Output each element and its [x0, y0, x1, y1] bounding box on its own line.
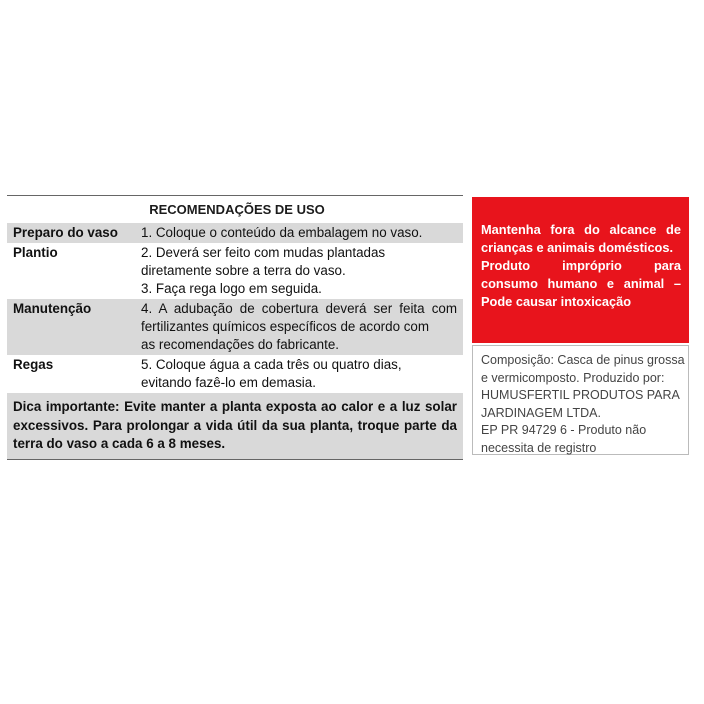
table-title: RECOMENDAÇÕES DE USO — [149, 202, 325, 217]
warning-box — [472, 197, 689, 343]
tip-line: terra do vaso a cada 6 a 8 meses. — [13, 436, 226, 451]
warning-line: Produto impróprio para — [481, 258, 681, 273]
row-line: fertilizantes químicos específicos de acordo com — [141, 319, 430, 334]
row-line: as recomendações do fabricante. — [141, 337, 340, 352]
row-value — [141, 223, 463, 243]
row-plantio — [7, 243, 463, 299]
composition-line: Composição: Casca de pinus grossa — [481, 353, 685, 367]
row-value — [141, 355, 463, 393]
composition-line: JARDINAGEM LTDA. — [481, 405, 601, 420]
tip-line: Dica importante: Evite manter a planta exposta ao calor e a luz solar — [13, 399, 457, 414]
row-line: 1. Coloque o conteúdo da embalagem no vaso. — [141, 225, 423, 240]
row-line: 3. Faça rega logo em seguida. — [141, 281, 322, 296]
composition-box — [472, 345, 689, 455]
row-preparo — [7, 223, 463, 243]
row-line: 2. Deverá ser feito com mudas plantadas — [141, 245, 386, 260]
row-value — [141, 243, 463, 299]
composition-line: HUMUSFERTIL PRODUTOS PARA — [481, 388, 680, 402]
row-line: evitando fazê-lo em demasia. — [141, 375, 316, 390]
row-line: 4. A adubação de cobertura deverá ser feita com — [141, 301, 457, 316]
important-tip — [7, 393, 463, 459]
row-label: Preparo do vaso — [13, 225, 118, 240]
tip-line: excessivos. Para prolongar a vida útil da sua planta, troque parte da — [13, 417, 457, 433]
row-line: diretamente sobre a terra do vaso. — [141, 263, 346, 278]
row-value — [141, 299, 463, 355]
warning-line: Mantenha fora do alcance de — [481, 222, 681, 237]
row-label: Manutenção — [13, 301, 92, 316]
row-label: Regas — [13, 357, 54, 372]
warning-line: consumo humano e animal – — [481, 276, 681, 291]
recommendations-table — [7, 195, 463, 460]
warning-line: crianças e animais domésticos. — [481, 240, 674, 255]
row-manutencao — [7, 299, 463, 355]
row-line: 5. Coloque água a cada três ou quatro dias, — [141, 357, 402, 372]
row-regas — [7, 355, 463, 393]
composition-line: necessita de registro — [481, 440, 597, 455]
row-label: Plantio — [13, 245, 58, 260]
warning-line: Pode causar intoxicação — [481, 294, 632, 309]
composition-line: EP PR 94729 6 - Produto não — [481, 423, 647, 437]
composition-line: e vermicomposto. Produzido por: — [481, 370, 665, 385]
